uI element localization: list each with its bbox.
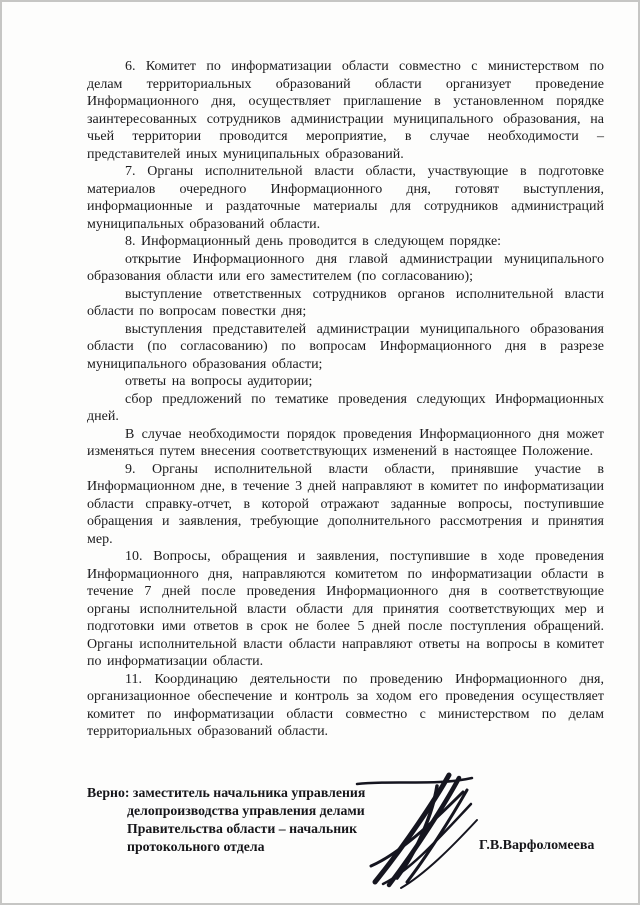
paragraph: 6. Комитет по информатизации области совместно с министерством по делам территориальных образований области организует проведение Информационного дня, осуществляет приглашение в установленном порядке заинтересованных сотрудников администрации муниципального образования, на чьей территории проводится мероприятие, в случае необходимости – представителей иных муниципальных образований. xyxy=(87,59,604,162)
paragraph: ответы на вопросы аудитории; xyxy=(125,374,313,389)
certification-line: делопроизводства управления делами xyxy=(127,803,365,818)
certification-label: Верно: xyxy=(87,785,130,800)
certification-line: Правительства области – начальник xyxy=(127,821,358,836)
paragraph: 9. Органы исполнительной власти области, принявшие участие в Информационном дне, в течение 3 дней направляют в комитет по информатизации области справку-отчет, в которой отражают заданные вопросы, поступившие обращения и заявления, требующие дополнительного рассмотрения и принятия мер. xyxy=(87,461,604,547)
signer-name: Г.В.Варфоломеева xyxy=(479,838,595,853)
paragraph: 10. Вопросы, обращения и заявления, поступившие в ходе проведения Информационного дня, направляются комитетом по информатизации области в течение 7 дней после проведения Информационного дня в соответствующие органы исполнительной власти области для принятия соответствующих мер и подготовки ими ответов в срок не более 5 дней после поступления обращений. Органы исполнительной власти области направляют ответы на вопросы в комитет по информатизации области. xyxy=(87,549,604,669)
certification-block xyxy=(87,784,487,856)
paragraph: сбор предложений по тематике проведения следующих Информационных дней. xyxy=(87,391,604,424)
document-paragraphs xyxy=(87,58,604,741)
paragraph: В случае необходимости порядок проведения Информационного дня может изменяться путем внесения соответствующих изменений в настоящее Положение. xyxy=(87,426,604,459)
certification-line xyxy=(87,784,487,802)
paragraph: 11. Координацию деятельности по проведению Информационного дня, организационное обеспечение и контроль за ходом его проведения осуществляет комитет по информатизации области совместно с министерством по делам территориальных образований области. xyxy=(87,671,604,739)
paragraph: 7. Органы исполнительной власти области, участвующие в подготовке материалов очередного Информационного дня, готовят выступления, информационные и раздаточные материалы для сотрудников администраций муниципальных образований области. xyxy=(87,164,604,232)
certification-text: заместитель начальника управления xyxy=(132,785,366,800)
paragraph: выступления представителей администрации муниципального образования области (по согласованию) по вопросам Информационного дня в разрезе муниципального образования области; xyxy=(87,321,604,372)
paragraph: выступление ответственных сотрудников органов исполнительной власти области по вопросам повестки дня; xyxy=(87,286,604,319)
paragraph: 8. Информационный день проводится в следующем порядке: xyxy=(125,234,502,249)
certification-line: протокольного отдела xyxy=(127,839,265,854)
paragraph: открытие Информационного дня главой администрации муниципального образования области или его заместителем (по согласованию); xyxy=(87,251,604,284)
